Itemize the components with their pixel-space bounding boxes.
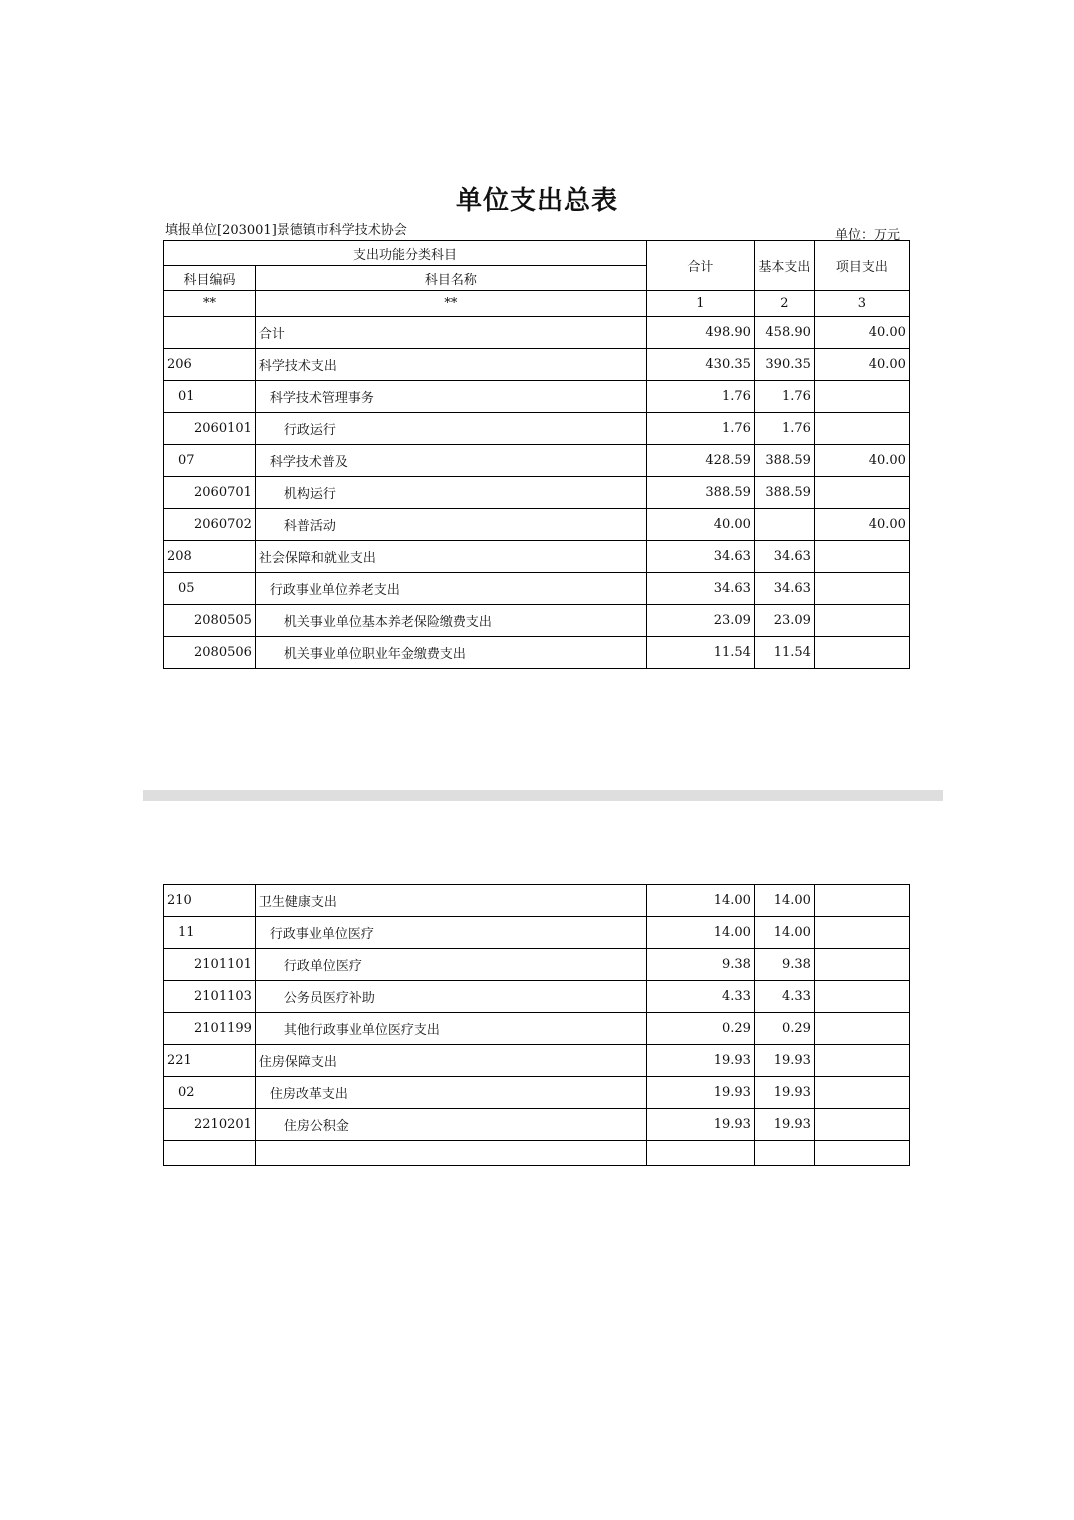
header-name-mark: ** [255,291,646,317]
cell-code: 11 [164,917,256,949]
cell-total: 23.09 [646,605,754,637]
table-row [164,477,910,509]
cell-project: 40.00 [814,445,909,477]
cell-total: 430.35 [646,349,754,381]
cell-basic: 458.90 [754,317,814,349]
cell-name: 卫生健康支出 [255,885,646,917]
expenditure-table-page-1 [163,240,910,669]
cell-project: 40.00 [814,349,909,381]
cell-name: 合计 [255,317,646,349]
table-row [164,981,910,1013]
table-row [164,1109,910,1141]
cell-basic: 19.93 [754,1109,814,1141]
cell-project [814,573,909,605]
table-row [164,949,910,981]
table-body-page-1 [164,317,910,669]
cell-code: 210 [164,885,256,917]
cell-basic [754,1141,814,1166]
cell-total: 19.93 [646,1109,754,1141]
cell-name: 行政运行 [255,413,646,445]
table-body-page-2 [164,885,910,1166]
cell-basic: 9.38 [754,949,814,981]
cell-total: 0.29 [646,1013,754,1045]
cell-code: 2101101 [164,949,256,981]
cell-project [814,381,909,413]
cell-code [164,317,256,349]
cell-basic: 14.00 [754,885,814,917]
cell-basic: 19.93 [754,1077,814,1109]
header-category-group: 支出功能分类科目 [164,241,647,266]
table-row [164,885,910,917]
cell-total [646,1141,754,1166]
cell-basic: 388.59 [754,477,814,509]
cell-basic: 1.76 [754,413,814,445]
cell-name: 行政事业单位医疗 [255,917,646,949]
cell-name: 住房改革支出 [255,1077,646,1109]
cell-basic: 23.09 [754,605,814,637]
table-row [164,605,910,637]
table-row [164,541,910,573]
cell-code: 02 [164,1077,256,1109]
cell-basic: 34.63 [754,573,814,605]
cell-code: 2080506 [164,637,256,669]
reporting-unit: 填报单位[203001]景德镇市科学技术协会 [165,223,407,238]
table-row [164,1141,910,1166]
cell-total: 34.63 [646,541,754,573]
header-col-2: 2 [754,291,814,317]
cell-project: 40.00 [814,509,909,541]
header-basic: 基本支出 [754,241,814,291]
cell-code: 01 [164,381,256,413]
cell-total: 34.63 [646,573,754,605]
page-separator [143,790,943,801]
cell-total: 498.90 [646,317,754,349]
cell-name: 机关事业单位基本养老保险缴费支出 [255,605,646,637]
cell-code: 221 [164,1045,256,1077]
page-title: 单位支出总表 [455,186,618,216]
cell-code: 2060701 [164,477,256,509]
table-row [164,1013,910,1045]
cell-code: 2080505 [164,605,256,637]
header-col-1: 1 [646,291,754,317]
cell-basic: 1.76 [754,381,814,413]
cell-project: 40.00 [814,317,909,349]
cell-basic: 19.93 [754,1045,814,1077]
header-total: 合计 [646,241,754,291]
cell-name: 行政事业单位养老支出 [255,573,646,605]
cell-total: 19.93 [646,1045,754,1077]
cell-name [255,1141,646,1166]
cell-project [814,949,909,981]
cell-code: 07 [164,445,256,477]
table-row [164,917,910,949]
cell-total: 1.76 [646,381,754,413]
table-row [164,445,910,477]
cell-code: 2060101 [164,413,256,445]
cell-code: 05 [164,573,256,605]
header-col-3: 3 [814,291,909,317]
cell-code: 2101199 [164,1013,256,1045]
header-code-mark: ** [164,291,256,317]
table-row [164,381,910,413]
cell-project [814,885,909,917]
table-row [164,1077,910,1109]
cell-total: 19.93 [646,1077,754,1109]
cell-project [814,605,909,637]
table-row [164,413,910,445]
cell-name: 住房公积金 [255,1109,646,1141]
cell-total: 14.00 [646,917,754,949]
cell-project [814,637,909,669]
cell-basic: 388.59 [754,445,814,477]
cell-name: 行政单位医疗 [255,949,646,981]
cell-name: 科学技术普及 [255,445,646,477]
cell-name: 社会保障和就业支出 [255,541,646,573]
cell-name: 住房保障支出 [255,1045,646,1077]
cell-basic: 34.63 [754,541,814,573]
cell-code: 2101103 [164,981,256,1013]
cell-project [814,1013,909,1045]
cell-total: 11.54 [646,637,754,669]
cell-basic: 390.35 [754,349,814,381]
cell-code: 2210201 [164,1109,256,1141]
cell-project [814,917,909,949]
cell-name: 科学技术支出 [255,349,646,381]
cell-total: 4.33 [646,981,754,1013]
cell-name: 机构运行 [255,477,646,509]
cell-basic [754,509,814,541]
cell-name: 其他行政事业单位医疗支出 [255,1013,646,1045]
cell-total: 9.38 [646,949,754,981]
cell-project [814,413,909,445]
cell-basic: 11.54 [754,637,814,669]
cell-total: 40.00 [646,509,754,541]
cell-name: 机关事业单位职业年金缴费支出 [255,637,646,669]
cell-name: 公务员医疗补助 [255,981,646,1013]
table-row [164,349,910,381]
header-code: 科目编码 [164,266,256,291]
table-row [164,1045,910,1077]
cell-code [164,1141,256,1166]
cell-project [814,541,909,573]
cell-project [814,1141,909,1166]
cell-project [814,1109,909,1141]
table-row [164,637,910,669]
cell-project [814,981,909,1013]
expenditure-table-page-2 [163,884,910,1166]
cell-name: 科学技术管理事务 [255,381,646,413]
header-project: 项目支出 [814,241,909,291]
cell-project [814,1045,909,1077]
cell-code: 206 [164,349,256,381]
cell-total: 1.76 [646,413,754,445]
cell-basic: 4.33 [754,981,814,1013]
table-row [164,573,910,605]
cell-code: 208 [164,541,256,573]
header-name: 科目名称 [255,266,646,291]
table-row [164,509,910,541]
cell-basic: 14.00 [754,917,814,949]
cell-project [814,1077,909,1109]
cell-code: 2060702 [164,509,256,541]
cell-name: 科普活动 [255,509,646,541]
cell-total: 428.59 [646,445,754,477]
cell-total: 14.00 [646,885,754,917]
table-row [164,317,910,349]
cell-project [814,477,909,509]
cell-total: 388.59 [646,477,754,509]
currency-unit: 单位：万元 [834,228,900,243]
cell-basic: 0.29 [754,1013,814,1045]
